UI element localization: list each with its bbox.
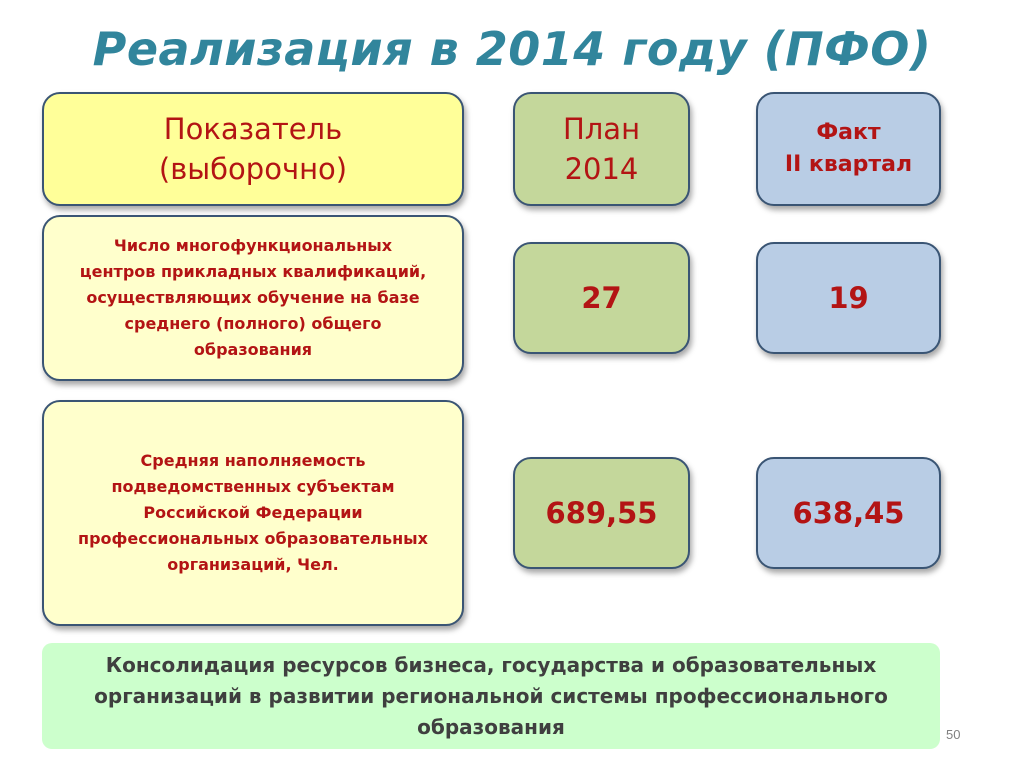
row-1-indicator-box (42, 215, 464, 381)
header-fact-box (756, 92, 941, 206)
footer-line: Консолидация ресурсов бизнеса, государства и образовательных (105, 652, 877, 677)
row-2-indicator-line: Средняя наполняемость (140, 451, 366, 470)
slide-title: Реализация в 2014 году (ПФО) (92, 22, 932, 76)
header-fact-line-2: II квартал (784, 152, 913, 177)
row-2-fact-box (756, 457, 941, 569)
footer-line: организаций в развитии региональной системы профессионального (94, 683, 888, 708)
row-1-indicator-line: образования (193, 340, 313, 359)
row-2-indicator-box (42, 400, 464, 626)
row-2-plan-value: 689,55 (545, 496, 658, 530)
header-indicator-line-1: Показатель (163, 112, 343, 146)
header-plan-line-1: План (562, 112, 641, 146)
row-1-fact-box (756, 242, 941, 354)
row-1-indicator-line: Число многофункциональных (113, 236, 393, 255)
row-1-indicator-line: среднего (полного) общего (124, 314, 382, 333)
row-2-indicator-line: подведомственных субъектам (111, 477, 395, 496)
page-number: 50 (946, 727, 961, 742)
row-2-indicator-line: организаций, Чел. (167, 555, 339, 574)
header-indicator-line-2: (выборочно) (158, 152, 348, 186)
row-2-indicator-text (62, 448, 444, 578)
row-1-plan-box (513, 242, 690, 354)
row-2-plan-box (513, 457, 690, 569)
footer-text (94, 650, 888, 743)
row-1-indicator-line: центров прикладных квалификаций, (79, 262, 427, 281)
header-plan-label (563, 109, 640, 189)
footer-banner (42, 643, 940, 749)
header-fact-line-1: Факт (816, 120, 881, 145)
row-2-indicator-line: профессиональных образовательных (78, 529, 428, 548)
row-1-indicator-line: осуществляющих обучение на базе (86, 288, 420, 307)
row-1-fact-value: 19 (828, 281, 869, 315)
header-fact-label (785, 117, 912, 181)
footer-line: образования (417, 714, 565, 739)
header-indicator-box (42, 92, 464, 206)
row-2-fact-value: 638,45 (792, 496, 905, 530)
header-indicator-label (159, 109, 347, 189)
row-1-indicator-text (64, 233, 442, 363)
header-plan-line-2: 2014 (564, 152, 639, 186)
row-2-indicator-line: Российской Федерации (143, 503, 363, 522)
header-plan-box (513, 92, 690, 206)
row-1-plan-value: 27 (581, 281, 622, 315)
